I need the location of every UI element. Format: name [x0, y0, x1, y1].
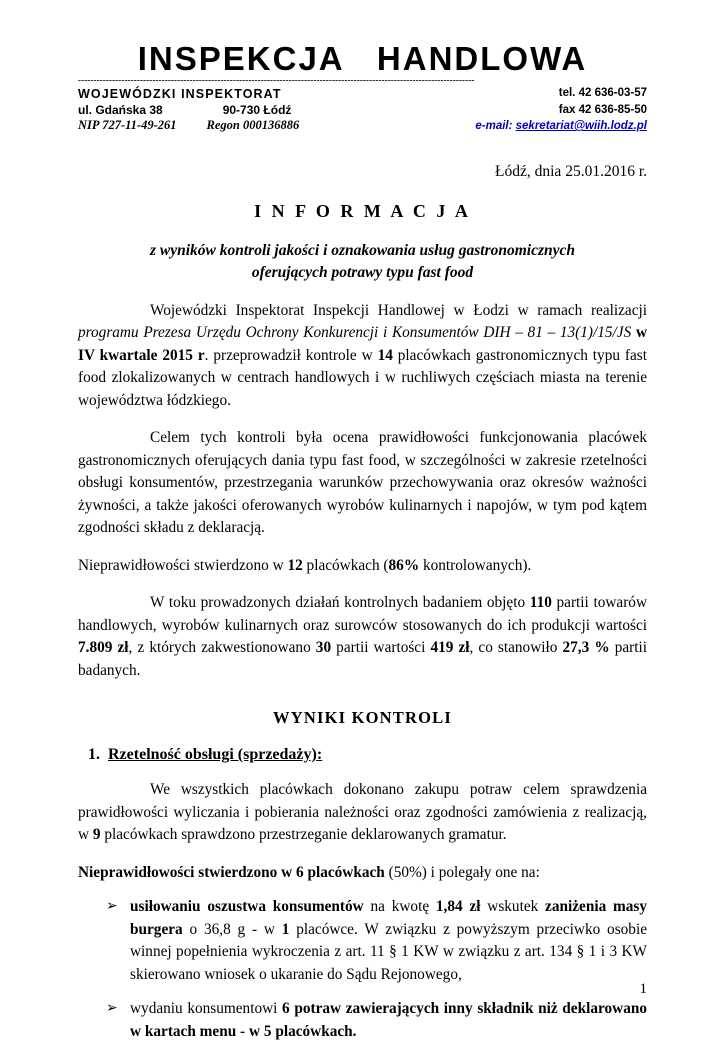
paragraph-irregularities [78, 555, 647, 577]
bullet1-text-b: na kwotę [363, 898, 436, 916]
email-link[interactable]: sekretariat@wiih.lodz.pl [515, 120, 647, 132]
para1-count: 14 [377, 346, 393, 364]
para1-text-f: placówkach gastronomicznych typu fast food zlokalizowanych w centrach handlowych i w ruchliwych częściach miasta na terenie województwa łódzkiego. [78, 346, 647, 409]
paragraph-section1-intro [78, 779, 647, 846]
document-title: I N F O R M A C J A [254, 201, 471, 221]
para5-text-a: We wszystkich placówkach dokonano zakupu potraw celem sprawdzenia prawidłowości wyliczania i pobierania należności oraz zgodności zamówienia z realizacją, w [78, 781, 647, 844]
para6-text-b: (50%) i polegały one na: [384, 863, 540, 881]
paragraph-section1-irregularities [78, 862, 647, 884]
para4-text-g: partii wartości [331, 639, 431, 657]
bullet1-amount: 1,84 zł [435, 898, 481, 916]
para3-percent: 86% [388, 556, 420, 574]
office-name: WOJEWÓDZKI INSPEKTORAT [78, 87, 282, 101]
office-fax: fax 42 636-85-50 [558, 104, 647, 116]
bullet1-text-d: wskutek [480, 898, 546, 916]
para4-text-c: partii towarów handlowych, wyrobów kulinarnych oraz surowców stosowanych do ich produkcji wartości [78, 594, 647, 634]
para1-program: programu Prezesa Urzędu Ochrony Konkurencji i Konsumentów DIH – 81 – 13(1)/15/JS [78, 324, 636, 342]
subtitle-line-1: z wyników kontroli jakości i oznakowania usług gastronomicznych [149, 242, 576, 259]
subtitle-line-2: oferujących potrawy typu fast food [251, 264, 474, 282]
list-item [78, 896, 647, 986]
header-divider: -------------------------------------------------------------------------------------------------------------------------------- [78, 77, 475, 83]
para4-text-a: W toku prowadzonych działań kontrolnych badaniem objęto [150, 594, 530, 612]
list-item [78, 998, 647, 1043]
masthead-title: INSPEKCJA HANDLOWA [137, 40, 588, 77]
para4-value: 7.809 zł [78, 639, 129, 657]
paragraph-scope [78, 592, 647, 682]
office-street: ul. Gdańska 38 [78, 103, 163, 117]
bullet1-reason: zaniżenia masy burgera [130, 898, 648, 938]
document-subtitle [78, 240, 647, 285]
para4-lots: 110 [529, 594, 552, 612]
page-number: 1 [639, 981, 647, 997]
office-regon: Regon 000136886 [206, 118, 300, 132]
bullet1-text-a: usiłowaniu oszustwa konsumentów [130, 898, 364, 916]
findings-list [78, 896, 647, 1043]
bullet1-text-h: placówce. W związku z powyższym przeciwko osobie winnej popełnienia wykroczenia z art. 11 § 1 KW w związku z art. 134 § 1 i 3 KW skierowano wniosek o ukaranie do Sądu Rejonowego, [130, 920, 647, 983]
email-label: e-mail: [475, 120, 516, 132]
para3-text-e: kontrolowanych). [419, 556, 532, 574]
arrow-bullet-icon: ➢ [106, 1000, 118, 1017]
para1-quarter: w IV kwartale 2015 r [78, 324, 647, 364]
arrow-bullet-icon: ➢ [106, 898, 118, 915]
para1-text-a: Wojewódzki Inspektorat Inspekcji Handlowej w Łodzi w ramach realizacji [150, 301, 647, 319]
section-1-title: Rzetelność obsługi (sprzedaży): [108, 746, 323, 764]
para5-text-c: placówkach sprawdzono przestrzeganie deklarowanych gramatur. [100, 826, 507, 844]
office-telephone: tel. 42 636-03-57 [558, 87, 647, 99]
para4-text-i: , co stanowiło [469, 639, 563, 657]
office-city: 90-730 Łódź [222, 103, 292, 117]
para4-text-e: , z których zakwestionowano [128, 639, 316, 657]
para4-rejected-percent: 27,3 % [562, 639, 610, 657]
bullet1-count: 1 [281, 920, 290, 938]
para3-text-a: Nieprawidłowości stwierdzono w [78, 556, 288, 574]
office-nip: NIP 727-11-49-261 [78, 118, 177, 132]
bullet2-bold: 6 potraw zawierających inny składnik niż deklarowano w kartach menu - w 5 placówkach. [130, 1000, 647, 1040]
para6-bold: Nieprawidłowości stwierdzono w 6 placówkach [78, 863, 385, 881]
letterhead-table [78, 87, 647, 133]
dateline: Łódź, dnia 25.01.2016 r. [495, 163, 647, 180]
bullet1-text-f: o 36,8 g - w [182, 920, 282, 938]
para1-text-d: . przeprowadził kontrole w [204, 346, 378, 364]
paragraph-intro [78, 300, 647, 412]
section-1-heading [78, 746, 647, 764]
paragraph-purpose: Celem tych kontroli była ocena prawidłowości funkcjonowania placówek gastronomicznych oferujących dania typu fast food, w szczególności w zakresie rzetelności obsługi konsumentów, przestrzegania warunków przechowywania oraz okresów ważności żywności, a także jakości oferowanych wyrobów kulinarnych i napojów, w tym pod kątem zgodności składu z deklaracją. [78, 429, 647, 537]
para5-count: 9 [92, 826, 101, 844]
para3-count: 12 [287, 556, 303, 574]
para4-text-k: partii badanych. [78, 639, 648, 679]
para4-rejected: 30 [315, 639, 332, 657]
section-1-number: 1. [88, 746, 100, 764]
para3-text-c: placówkach ( [302, 556, 389, 574]
para4-rejected-value: 419 zł [430, 639, 470, 657]
results-heading: WYNIKI KONTROLI [273, 708, 452, 728]
bullet2-text-a: wydaniu konsumentowi [130, 1000, 283, 1018]
